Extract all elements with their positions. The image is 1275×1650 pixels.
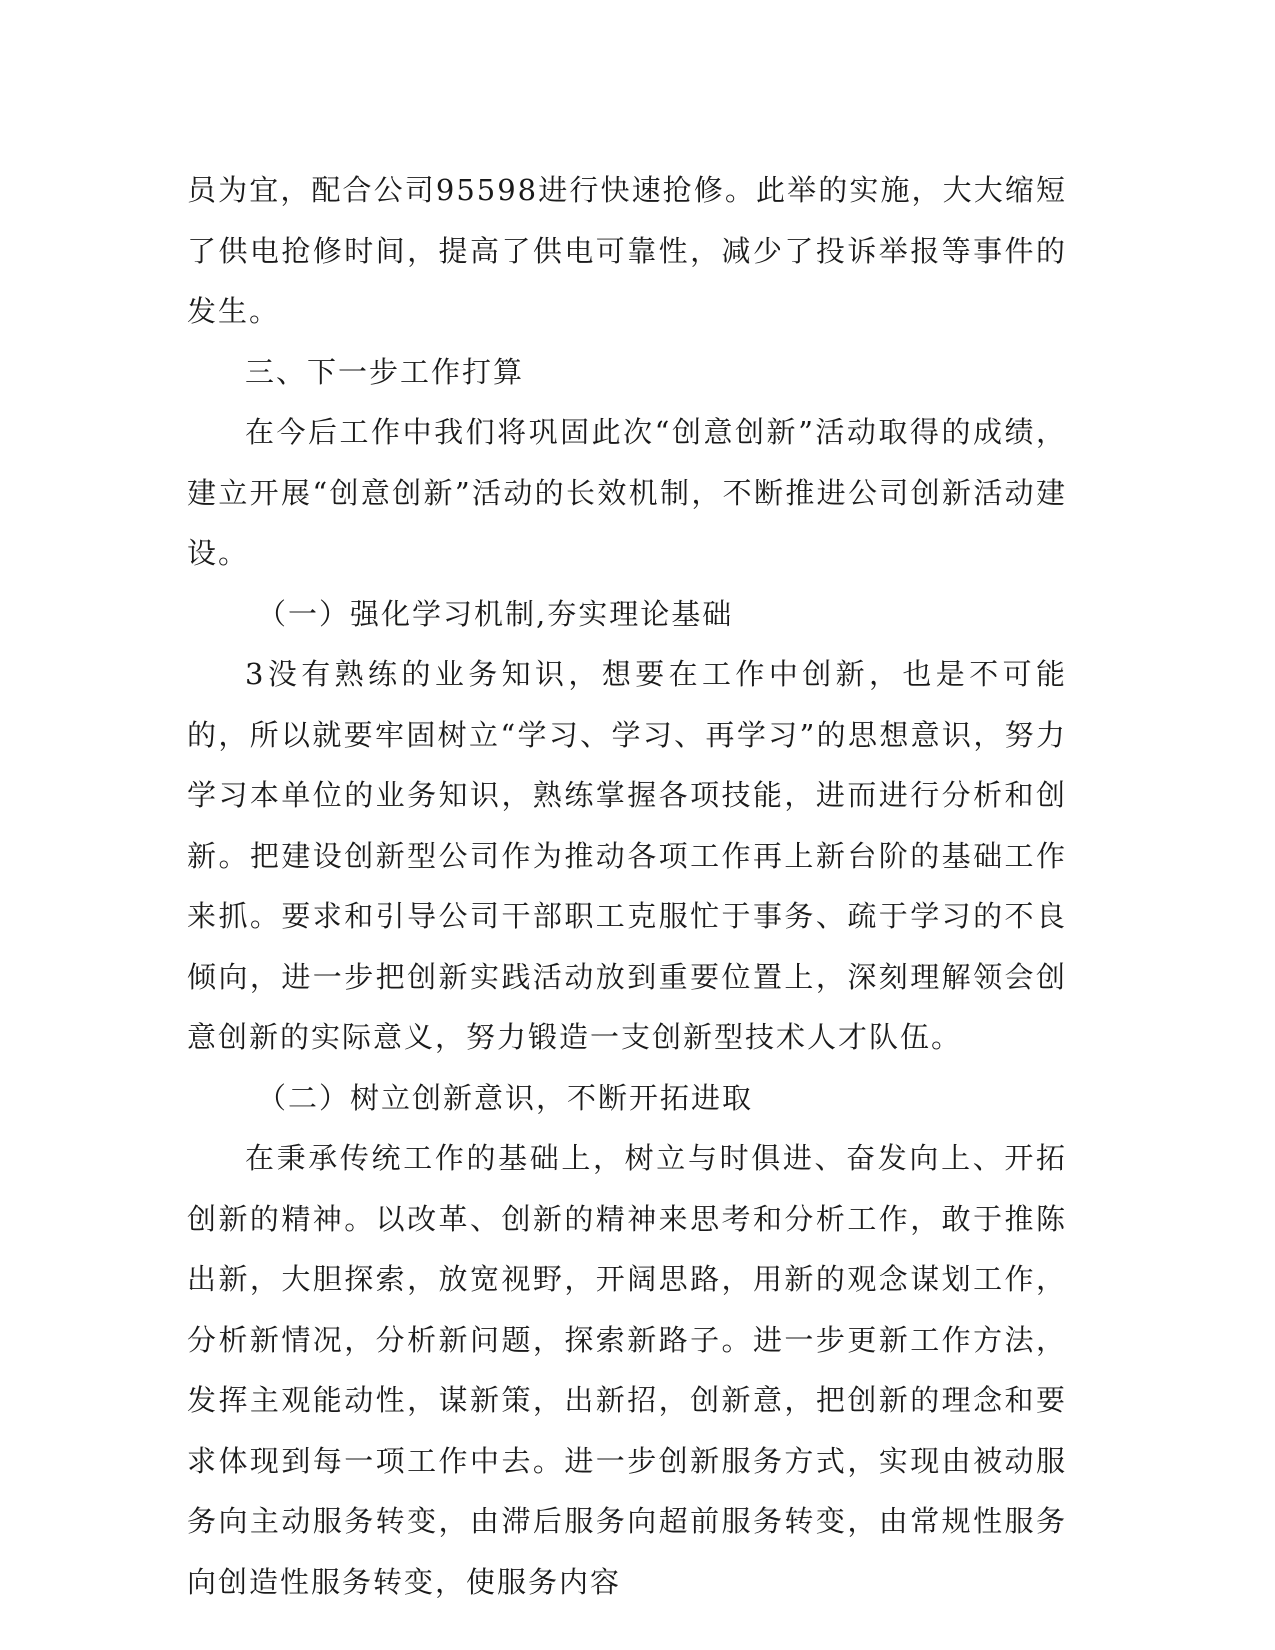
paragraph-continuation: 员为宜，配合公司95598进行快速抢修。此举的实施，大大缩短了供电抢修时间，提高了供电可靠性，减少了投诉举报等事件的发生。 (187, 173, 1067, 328)
paragraph-learning: 3没有熟练的业务知识，想要在工作中创新，也是不可能的，所以就要牢固树立“学习、学习、再学习”的思想意识，努力学习本单位的业务知识，熟练掌握各项技能，进而进行分析和创新。把建设创新型公司作为推动各项工作再上新台阶的基础工作来抓。要求和引导公司干部职工克服忙于事务、疏于学习的不良倾向，进一步把创新实践活动放到重要位置上，深刻理解领会创意创新的实际意义，努力锻造一支创新型技术人才队伍。 (187, 657, 1067, 1054)
subsection-heading-learning: （一）强化学习机制,夯实理论基础 (257, 596, 734, 631)
document-body (187, 160, 1067, 1612)
subsection-heading-innovation: （二）树立创新意识，不断开拓进取 (257, 1080, 754, 1115)
paragraph-intro: 在今后工作中我们将巩固此次“创意创新”活动取得的成绩，建立开展“创意创新”活动的长效机制，不断推进公司创新活动建设。 (187, 415, 1067, 570)
section-heading-next-steps: 三、下一步工作打算 (245, 354, 525, 389)
paragraph-innovation: 在秉承传统工作的基础上，树立与时俱进、奋发向上、开拓创新的精神。以改革、创新的精神来思考和分析工作，敢于推陈出新，大胆探索，放宽视野，开阔思路，用新的观念谋划工作，分析新情况，分析新问题，探索新路子。进一步更新工作方法，发挥主观能动性，谋新策，出新招，创新意，把创新的理念和要求体现到每一项工作中去。进一步创新服务方式，实现由被动服务向主动服务转变，由滞后服务向超前服务转变，由常规性服务向创造性服务转变，使服务内容 (187, 1141, 1067, 1599)
